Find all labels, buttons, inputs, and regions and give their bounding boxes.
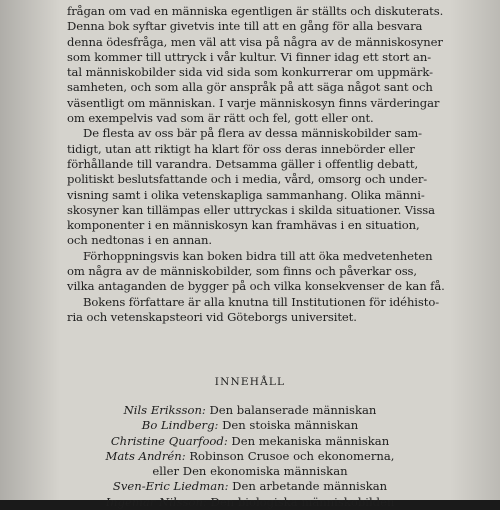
body-line: politiskt beslutsfattande och i media, vård, omsorg och under- — [67, 172, 428, 187]
body-line: De flesta av oss bär på flera av dessa människobilder sam- — [83, 126, 422, 141]
body-line: förhållande till varandra. Detsamma gäller i offentlig debatt, — [67, 156, 419, 171]
toc-entry-author: Mats Andrén: — [105, 448, 186, 463]
toc-heading: INNEHÅLL — [214, 376, 286, 388]
body-line: denna ödesfråga, men väl att visa på några av de människosyner — [67, 34, 443, 49]
toc-entry-author: Sven-Eric Liedman: — [112, 479, 229, 494]
table-of-contents — [0, 403, 500, 510]
body-line: skosyner kan tillämpas eller uttryckas i skilda situationer. Vissa — [67, 202, 435, 217]
body-line: och nedtonas i en annan. — [67, 233, 212, 248]
body-line: tidigt, utan att riktigt ha klart för oss deras innebörder eller — [67, 141, 415, 156]
toc-entry-title: Den biologiska människobilden — [206, 494, 395, 509]
toc-entry-title: Den arbetande människan — [228, 479, 388, 494]
body-line: vilka antaganden de bygger på och vilka konsekvenser de kan få. — [67, 279, 445, 294]
body-line: ria och vetenskapsteori vid Göteborgs universitet. — [67, 309, 357, 324]
toc-entry-title: Robinson Crusoe och ekonomerna, — [185, 448, 395, 463]
toc-entry — [0, 434, 500, 449]
toc-entry-title: eller Den ekonomiska människan — [152, 464, 348, 479]
body-line: tal människobilder sida vid sida som konkurrerar om uppmärk- — [67, 65, 433, 80]
body-line: Denna bok syftar givetvis inte till att en gång för alla besvara — [67, 19, 423, 34]
body-line: om exempelvis vad som är rätt och fel, gott eller ont. — [67, 111, 374, 126]
toc-entry-author: Bo Lindberg: — [141, 418, 219, 433]
body-line: om några av de människobilder, som finns och påverkar oss, — [67, 264, 417, 279]
body-line: frågan om vad en människa egentligen är ställts och diskuterats. — [67, 4, 444, 18]
toc-entry-title: Den stoiska människan — [218, 418, 359, 433]
toc-entry-author: Nils Eriksson: — [123, 403, 206, 417]
toc-entry — [0, 464, 500, 479]
body-line: väsentligt om människan. I varje människosyn finns värderingar — [67, 95, 440, 110]
toc-entry — [0, 418, 500, 433]
toc-entry-author: Christine Quarfood: — [110, 433, 228, 448]
body-line: visning samt i olika vetenskapliga sammanhang. Olika männi- — [67, 187, 425, 202]
body-line: komponenter i en människosyn kan framhävas i en situation, — [67, 218, 420, 233]
toc-entry — [0, 403, 500, 418]
body-text — [67, 4, 447, 325]
toc-entry — [0, 479, 500, 494]
toc-entry — [0, 449, 500, 464]
toc-entry-title: Den balanserade människan — [205, 403, 377, 417]
body-line: Bokens författare är alla knutna till Institutionen för idéhisto- — [83, 294, 440, 309]
body-line: Förhoppningsvis kan boken bidra till att öka medvetenheten — [83, 248, 433, 263]
toc-entry-title: Den mekaniska människan — [227, 433, 390, 448]
body-line: som kommer till uttryck i vår kultur. Vi finner idag ett stort an- — [67, 49, 432, 64]
body-line: samheten, och som alla gör anspråk på att säga något sant och — [67, 80, 433, 95]
toc-entry-author: Ingemar Nilsson: — [105, 494, 207, 509]
toc-entry — [0, 495, 500, 510]
